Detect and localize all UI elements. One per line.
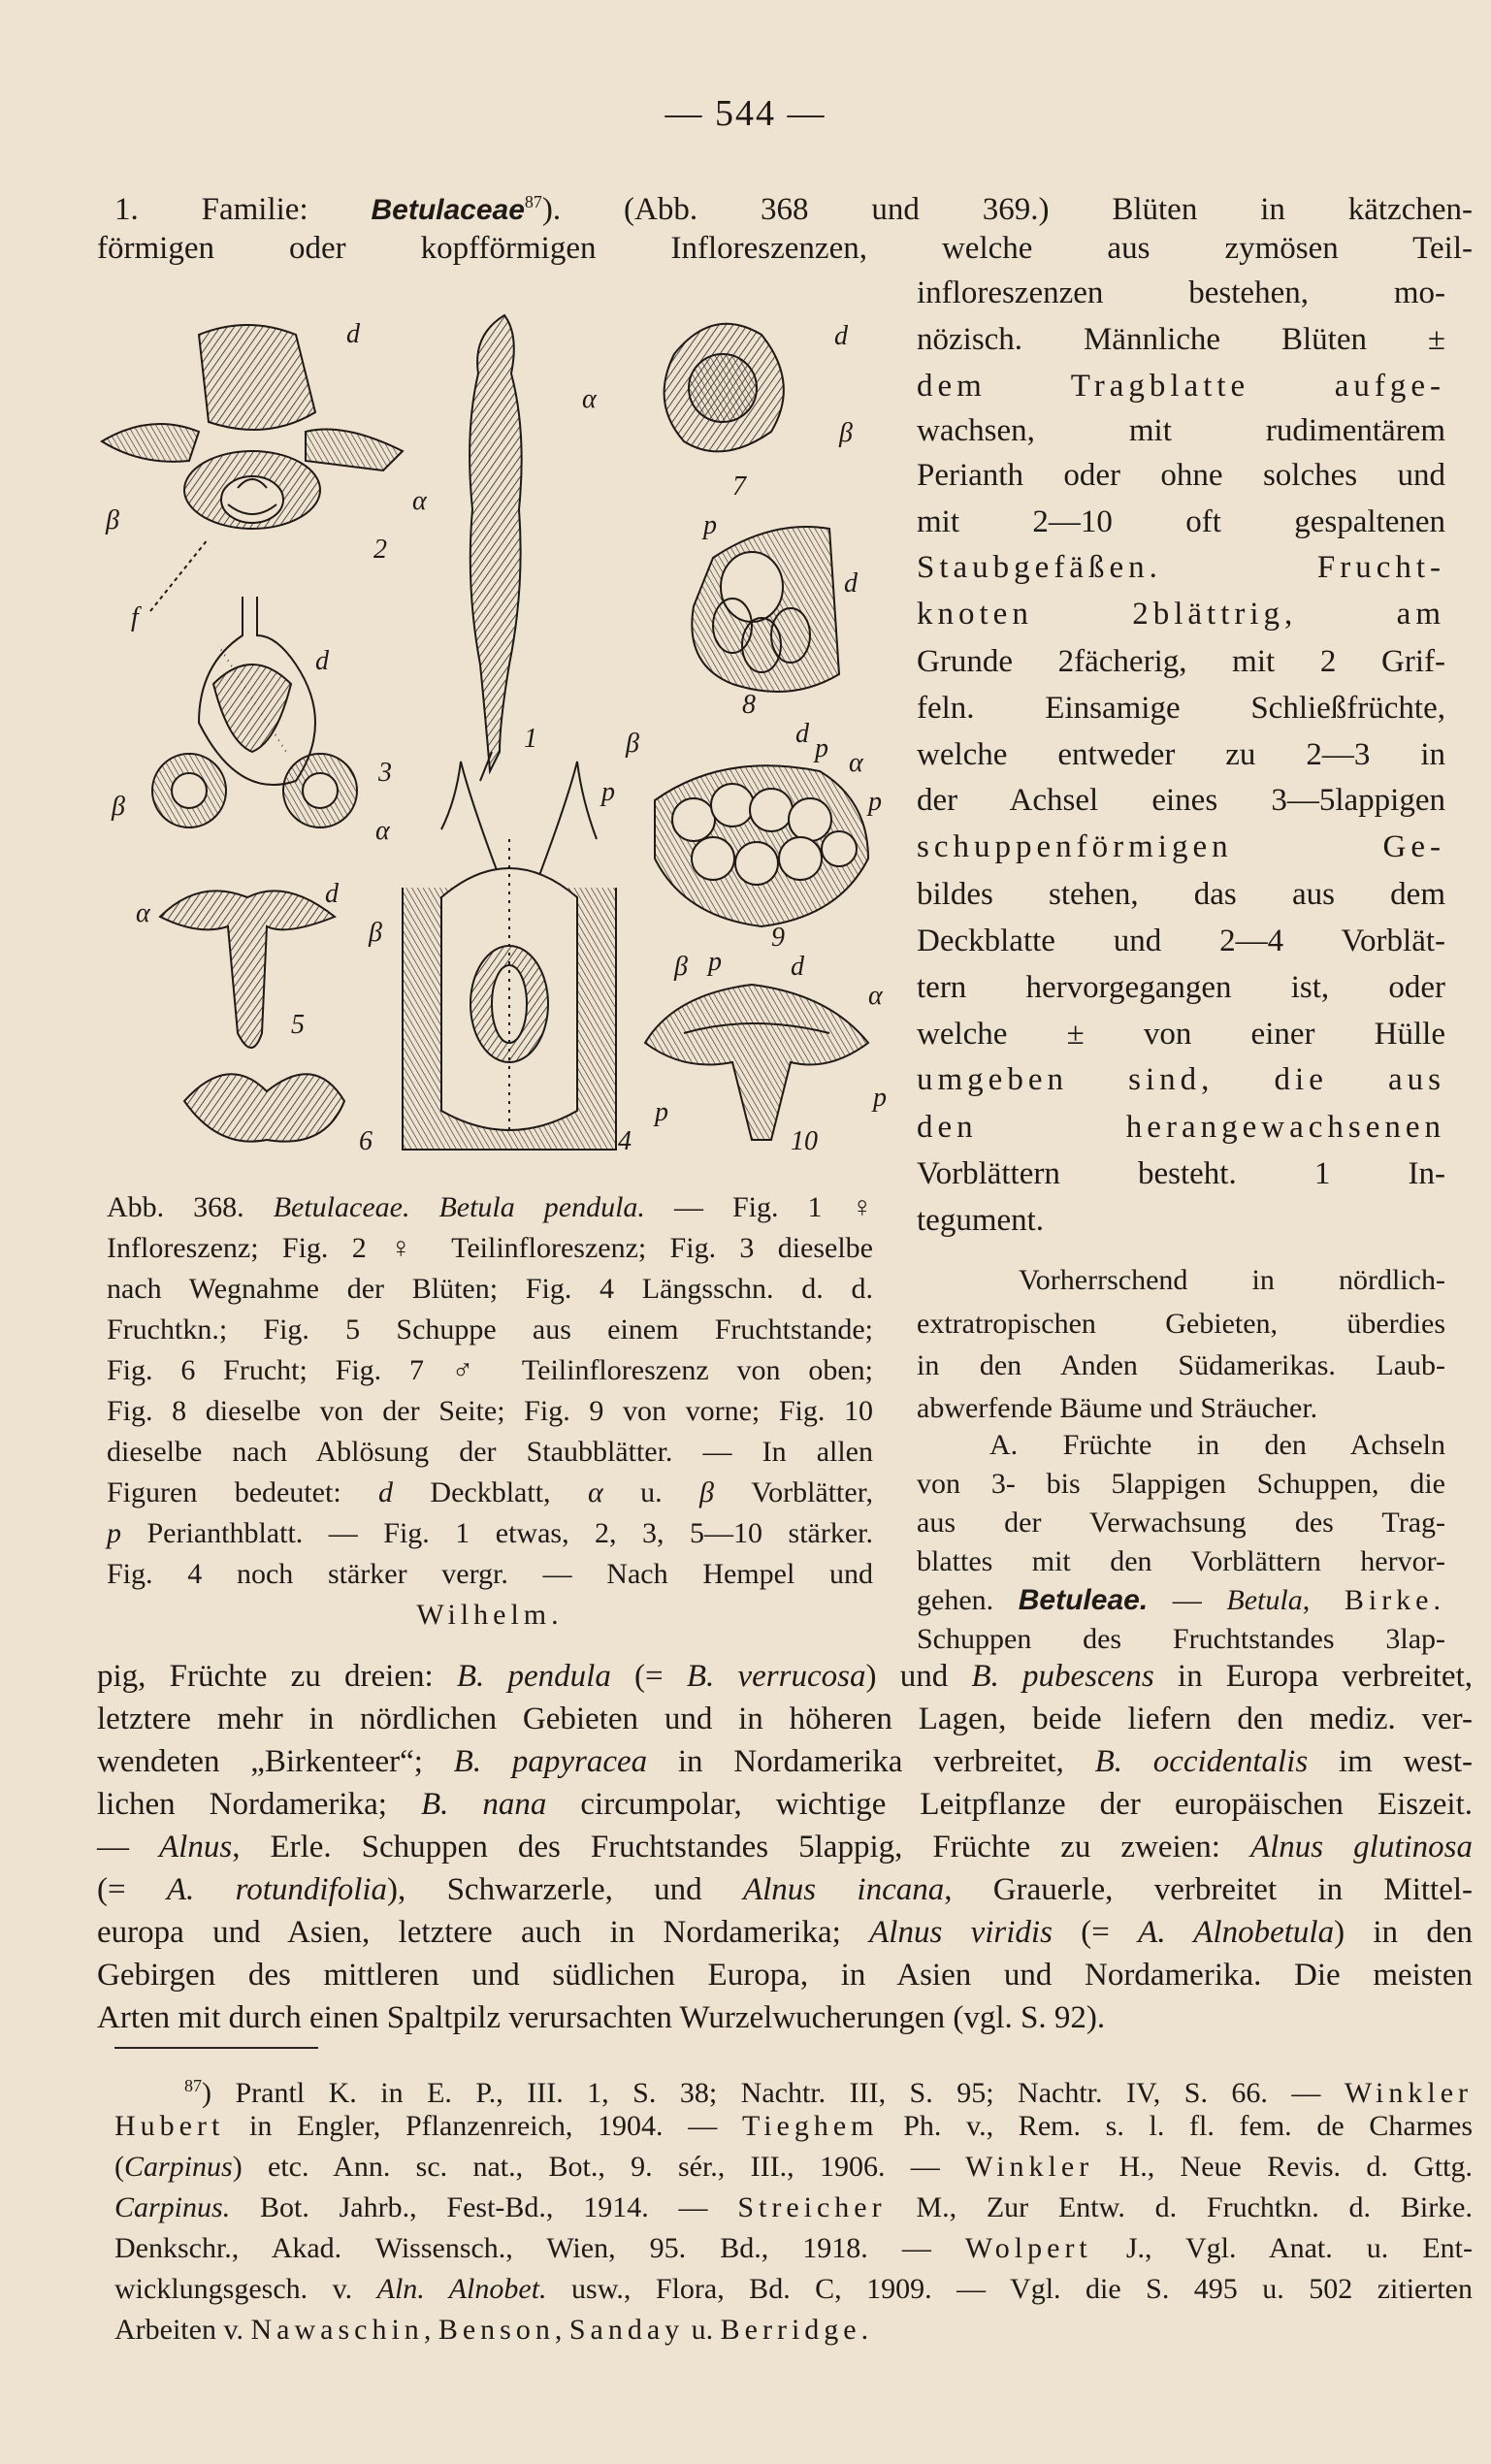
text-line: blattes mit den Vorblättern hervor- [917, 1545, 1445, 1577]
caption-line: Abb. 368. Betulaceae. Betula pendula. — Fig. 1 ♀ [107, 1191, 873, 1223]
footnote-rule [114, 2047, 318, 2049]
caption-line: Infloreszenz; Fig. 2 ♀ Teilinfloreszenz; Fig. 3 dieselbe [107, 1232, 873, 1264]
footnote-line: (Carpinus) etc. Ann. sc. nat., Bot., 9. sér., III., 1906. — Winkler H., Neue Revis. d. Gttg. [114, 2151, 1473, 2183]
fig-label: d [346, 319, 360, 349]
text-line: feln. Einsamige Schließfrüchte, [917, 691, 1445, 726]
fig-label: 6 [359, 1126, 373, 1156]
page-number: — 544 — [664, 93, 827, 134]
caption-line: nach Wegnahme der Blüten; Fig. 4 Längsschn. d. d. [107, 1273, 873, 1305]
fig-9-drawing [655, 765, 868, 926]
text-line: extratropischen Gebieten, überdies [917, 1308, 1445, 1340]
text-line: welche entweder zu 2—3 in [917, 737, 1445, 772]
fig-label: α [849, 748, 863, 778]
fig-label: d [791, 952, 804, 982]
fig-label: 8 [742, 690, 756, 720]
text-line: A. Früchte in den Achseln [989, 1429, 1445, 1461]
text-line: Perianth oder ohne solches und [917, 458, 1445, 493]
text-line: tern hervorgegangen ist, oder [917, 970, 1445, 1005]
fig-label: p [873, 1083, 887, 1113]
fig-label: 2 [373, 535, 387, 565]
footnote-line: Hubert in Engler, Pflanzenreich, 1904. — Tieghem Ph. v., Rem. s. l. fl. fem. de Charmes [114, 2110, 1474, 2142]
text-line: europa und Asien, letztere auch in Nordamerika; Alnus viridis (= A. Alnobetula) in den [97, 1915, 1474, 1950]
text-line: wachsen, mit rudimentärem [917, 413, 1445, 448]
fig-label: β [112, 792, 125, 822]
botanical-figure [92, 296, 917, 1169]
text-line: tegument. [917, 1203, 1045, 1238]
caption-line: Wilhelm. [416, 1599, 564, 1631]
fig-6-drawing [184, 1074, 344, 1141]
text-line: Gebirgen des mittleren und südlichen Europa, in Asien und Nordamerika. Die meisten [97, 1958, 1473, 1993]
text-line: dem Tragblatte aufge- [917, 369, 1445, 404]
text-line: den herangewachsenen [917, 1110, 1445, 1145]
fig-label: d [844, 568, 858, 599]
fig-label: p [815, 733, 828, 763]
text-line: (= A. rotundifolia), Schwarzerle, und Alnus incana, Grauerle, verbreitet in Mittel- [97, 1872, 1474, 1907]
text-line: der Achsel eines 3—5lappigen [917, 783, 1445, 818]
fig-label: d [795, 719, 809, 749]
fig-label: 9 [771, 923, 785, 953]
text-line: abwerfende Bäume und Sträucher. [917, 1392, 1318, 1424]
fig-label: β [369, 918, 382, 948]
text-line: Vorblättern besteht. 1 In- [917, 1156, 1445, 1191]
text-line: schuppenförmigen Ge- [917, 829, 1445, 864]
text-line: wendeten „Birkenteer“; B. papyracea in Nordamerika verbreitet, B. occidentalis im west- [97, 1744, 1473, 1779]
text-line: in den Anden Südamerikas. Laub- [917, 1349, 1445, 1381]
text-line: Schuppen des Fruchtstandes 3lap- [917, 1623, 1445, 1655]
fig-label: p [708, 947, 722, 977]
caption-line: Fruchtkn.; Fig. 5 Schuppe aus einem Fruchtstande; [107, 1313, 873, 1345]
text-line: Vorherrschend in nördlich- [1019, 1264, 1445, 1296]
text-line: aus der Verwachsung des Trag- [917, 1507, 1445, 1539]
fig-label: α [136, 898, 150, 928]
text-line: letztere mehr in nördlichen Gebieten und in höheren Lagen, beide liefern den mediz. ver- [97, 1702, 1473, 1736]
fig-3-drawing [152, 597, 357, 827]
fig-label: α [412, 486, 427, 516]
fig-5-drawing [160, 891, 335, 1048]
fig-label: 5 [291, 1010, 305, 1040]
text-line: nözisch. Männliche Blüten ± [917, 322, 1445, 357]
intro-line-2: förmigen oder kopfförmigen Infloreszenzen, welche aus zymösen Teil- [97, 231, 1473, 266]
fig-10-drawing [645, 985, 868, 1140]
text-line: infloreszenzen bestehen, mo- [917, 276, 1445, 310]
intro-line-1: 1. Familie: Betulaceae$^{87}$). (Abb. 368 und 369.) Blüten in kätzchen- [114, 192, 1473, 227]
fig-1-drawing [470, 315, 522, 781]
fig-8-drawing [692, 527, 839, 692]
fig-2-drawing [102, 325, 403, 611]
text-line: von 3- bis 5lappigen Schuppen, die [917, 1468, 1445, 1500]
footnote-line: Carpinus. Bot. Jahrb., Fest-Bd., 1914. — Streicher M., Zur Entw. d. Fruchtkn. d. Birke. [114, 2191, 1473, 2223]
fig-4-drawing [403, 762, 616, 1150]
footnote-line: Arbeiten v. Nawaschin, Benson, Sanday u. Berridge. [114, 2314, 869, 2346]
fig-label: d [834, 321, 848, 351]
fig-label: 7 [732, 471, 746, 502]
caption-line: Fig. 6 Frucht; Fig. 7 ♂ Teilinfloreszenz von oben; [107, 1354, 873, 1386]
text-line: welche ± von einer Hülle [917, 1017, 1445, 1052]
fig-label: p [601, 777, 615, 807]
caption-line: Fig. 8 dieselbe von der Seite; Fig. 9 von vorne; Fig. 10 [107, 1395, 873, 1427]
fig-label: f [131, 602, 139, 632]
fig-label: d [315, 646, 329, 676]
text-line: mit 2—10 oft gespaltenen [917, 504, 1445, 539]
fig-label: α [868, 981, 883, 1011]
text-line: Grunde 2fächerig, mit 2 Grif- [917, 644, 1445, 679]
fig-label: 3 [378, 758, 392, 788]
text-line: lichen Nordamerika; B. nana circumpolar, wichtige Leitpflanze der europäischen Eiszeit. [97, 1787, 1473, 1822]
text-line: umgeben sind, die aus [917, 1062, 1445, 1097]
caption-line: Figuren bedeutet: d Deckblatt, α u. β Vorblätter, [107, 1476, 874, 1508]
fig-label: β [106, 505, 119, 535]
fig-label: 1 [524, 724, 537, 754]
fig-7-drawing [664, 324, 784, 452]
fig-label: p [703, 510, 717, 540]
fig-label: 10 [791, 1126, 818, 1156]
text-line: — Alnus, Erle. Schuppen des Fruchtstandes 5lappig, Früchte zu zweien: Alnus glutinosa [97, 1830, 1473, 1864]
footnote-line: $^{87}$) Prantl K. in E. P., III. 1, S. 38; Nachtr. III, S. 95; Nachtr. IV, S. 66. — Winkler [184, 2076, 1473, 2109]
caption-line: dieselbe nach Ablösung der Staubblätter. — In allen [107, 1436, 873, 1468]
footnote-line: wicklungsgesch. v. Aln. Alnobet. usw., Flora, Bd. C, 1909. — Vgl. die S. 495 u. 502 zitierten [114, 2273, 1473, 2305]
fig-label: α [582, 384, 597, 414]
footnote-line: Denkschr., Akad. Wissensch., Wien, 95. Bd., 1918. — Wolpert J., Vgl. Anat. u. Ent- [114, 2232, 1473, 2264]
text-line: pig, Früchte zu dreien: B. pendula (= B. verrucosa) und B. pubescens in Europa verbreitet, [97, 1659, 1473, 1694]
fig-label: d [325, 879, 339, 909]
fig-label: p [655, 1097, 668, 1127]
text-line: bildes stehen, das aus dem [917, 877, 1445, 912]
text-line: Staubgefäßen. Frucht- [917, 550, 1445, 585]
text-line: Deckblatte und 2—4 Vorblät- [917, 924, 1445, 958]
text-line: knoten 2blättrig, am [917, 597, 1445, 632]
fig-label: β [839, 418, 853, 448]
caption-line: Fig. 4 noch stärker vergr. — Nach Hempel und [107, 1558, 873, 1590]
fig-label: β [626, 729, 639, 759]
fig-label: p [868, 787, 882, 817]
text-line: gehen. Betuleae. — Betula, Birke. [917, 1584, 1445, 1616]
caption-line: p Perianthblatt. — Fig. 1 etwas, 2, 3, 5—10 stärker. [107, 1517, 873, 1549]
text-line: Arten mit durch einen Spaltpilz verursachten Wurzelwucherungen (vgl. S. 92). [97, 2000, 1106, 2035]
fig-label: α [375, 816, 390, 846]
fig-label: 4 [618, 1126, 632, 1156]
fig-label: β [674, 952, 688, 982]
